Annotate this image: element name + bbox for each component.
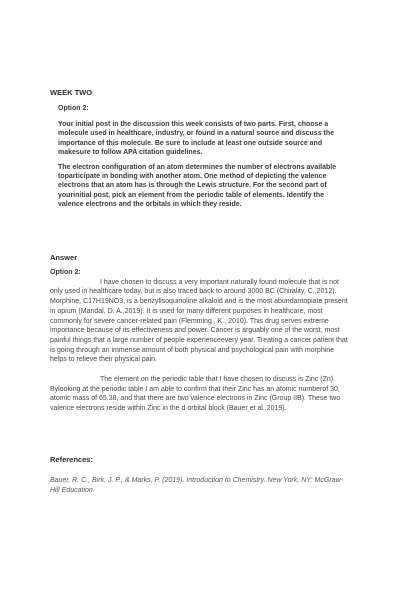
answer-option-label: Option 2: <box>50 269 81 276</box>
answer-paragraph-1: I have chosen to discuss a very important naturally found molecule that is not only used in healthcare today, but is also traced back to around 3000 BC (Chirality, C.,2012). Morphine, C17H19NO3, is a benzylisoquinoline alkaloid and is the most abundantopiate present in opium (Mandal, D. A.,2019). It is used for many different purposes in healthcare, most commonly for severe cancer-related pain (Flemming , K., 2010). This drug serves extreme importance because of its effectiveness and power. Cancer is arguably one of the worst, most painful things that a large number of people experienceevery year. Treating a cancer patient that is going through an immense amount of both physical and psychological pain with morphine helps to relieve their physical pain. <box>50 278 348 364</box>
week-heading: WEEK TWO <box>50 88 93 97</box>
prompt-paragraph-1: Your initial post in the discussion this week consists of two parts. First, choose a molecule used in healthcare, industry, or found in a natural source and discuss the importance of this molecule. Be sure to include at least one outside source and makesure to follow APA citation guidelines. <box>58 121 335 156</box>
answer-body <box>50 268 350 414</box>
references-heading: References: <box>50 455 93 464</box>
prompt-paragraph-2: The electron configuration of an atom determines the number of electrons available toparticipate in bonding with another atom. One method of depicting the valence electrons that an atom has is through the Lewis structure. For the second part of yourinitial post, pick an element from the periodic table of elements. Identify the valence electrons and the orbitals in which they reside. <box>58 164 337 208</box>
prompt-option-label: Option 2: <box>58 105 89 112</box>
answer-heading: Answer <box>50 253 78 262</box>
answer-paragraph-2: The element on the periodic table that I have chosen to discuss is Zinc (Zn). Bylooking at the periodic table I am able to confirm that their Zinc has an atomic numberof 30, atomic mass of 65.38, and that there are two valence electrons in Zinc (Group IIB). These two valence electrons reside within Zinc in the d orbital block (Bauer et al.,2019). <box>50 376 341 413</box>
assignment-prompt <box>58 104 348 215</box>
reference-item: Bauer, R. C., Birk, J. P., & Marks, P. (2019). Introduction to Chemistry. New York, NY: McGraw-Hill Education. <box>50 477 343 494</box>
